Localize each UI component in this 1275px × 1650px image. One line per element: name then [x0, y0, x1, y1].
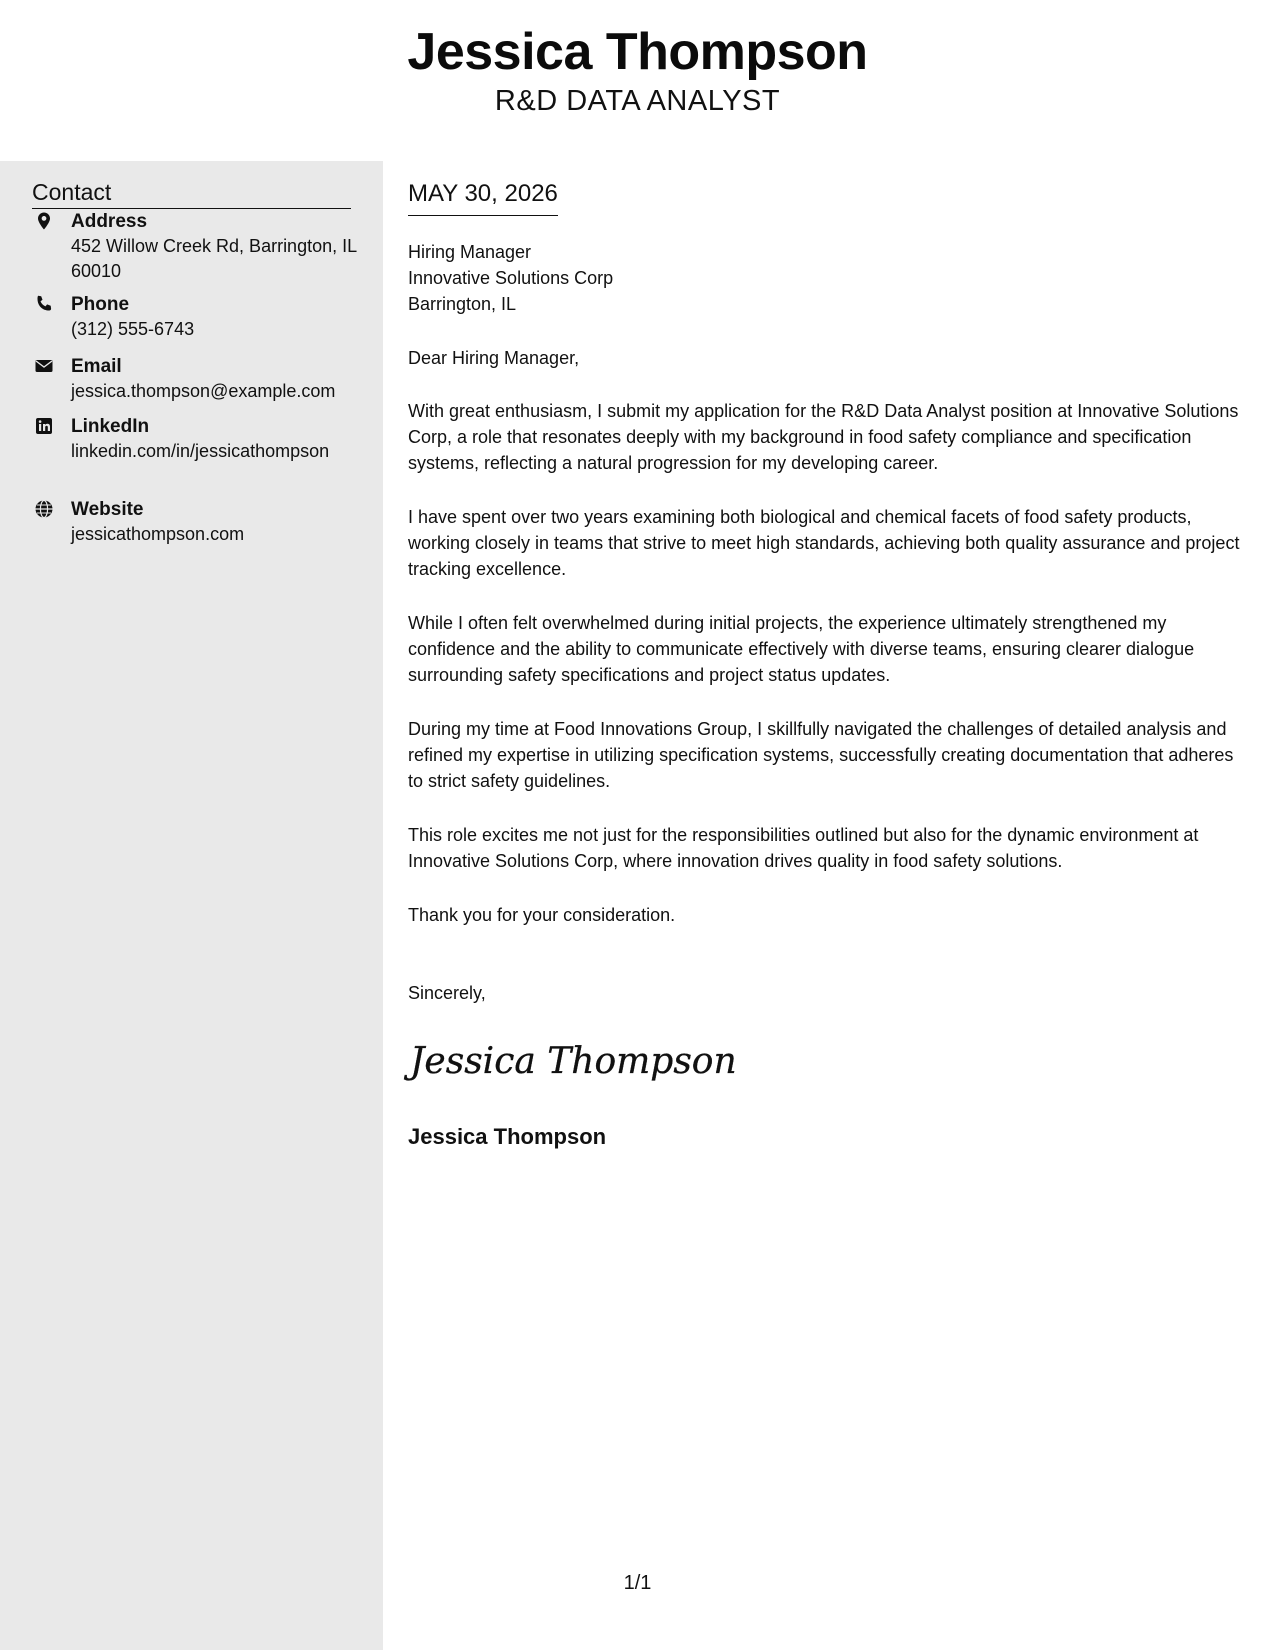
paragraph: While I often felt overwhelmed during initial projects, the experience ultimately strengthened my confidence and the ability to communicate effectively with diverse teams, ensuring clearer dialogue surrounding safety specifications and project status updates. — [408, 613, 1195, 685]
recipient-location: Barrington, IL — [408, 294, 517, 314]
paragraph: With great enthusiasm, I submit my application for the R&D Data Analyst position at Innovative Solutions Corp, a role that resonates deeply with my background in food safety compliance and specification systems, reflecting a natural progression for my developing career. — [408, 401, 1239, 473]
job-title: R&D DATA ANALYST — [494, 85, 781, 117]
email-value: jessica.thompson@example.com — [71, 381, 336, 401]
closing: Sincerely, — [408, 983, 486, 1003]
page-number: 1/1 — [623, 1572, 652, 1594]
recipient-company: Innovative Solutions Corp — [408, 268, 614, 288]
globe-icon — [34, 499, 54, 519]
paragraph: During my time at Food Innovations Group, I skillfully navigated the challenges of detailed analysis and refined my expertise in utilizing specification systems, successfully creating documentation that adheres to strict safety guidelines. — [408, 719, 1234, 791]
website-label: Website — [71, 499, 144, 520]
phone-label: Phone — [71, 294, 130, 315]
address-label: Address — [71, 211, 148, 232]
applicant-name: Jessica Thompson — [407, 23, 868, 81]
phone-icon — [34, 294, 54, 314]
linkedin-label: LinkedIn — [71, 416, 150, 437]
map-pin-icon — [34, 211, 54, 231]
contact-heading: Contact — [32, 177, 351, 209]
address-value: 452 Willow Creek Rd, Barrington, IL 60010 — [71, 236, 357, 281]
handwritten-signature — [408, 1031, 737, 1091]
paragraph: This role excites me not just for the responsibilities outlined but also for the dynamic environment at Innovative Solutions Corp, where innovation drives quality in food safety solutions. — [408, 825, 1199, 871]
paragraph: I have spent over two years examining both biological and chemical facets of food safety products, working closely in teams that strive to meet high standards, achieving both quality assurance and project tracking excellence. — [408, 507, 1240, 579]
recipient-block — [408, 239, 613, 317]
email-label: Email — [71, 356, 122, 377]
letter-header — [0, 0, 1275, 161]
signed-name: Jessica Thompson — [408, 1124, 607, 1149]
envelope-icon — [34, 356, 54, 376]
letter-date: MAY 30, 2026 — [408, 179, 558, 216]
phone-value: (312) 555-6743 — [71, 319, 195, 339]
linkedin-value: linkedin.com/in/jessicathompson — [71, 441, 330, 461]
paragraph: Thank you for your consideration. — [408, 905, 676, 925]
recipient-name: Hiring Manager — [408, 242, 532, 262]
website-value: jessicathompson.com — [71, 524, 245, 544]
salutation: Dear Hiring Manager, — [408, 348, 580, 368]
contact-sidebar — [0, 161, 383, 1650]
signature-text: Jessica Thompson — [410, 1041, 737, 1082]
linkedin-icon — [34, 416, 54, 436]
